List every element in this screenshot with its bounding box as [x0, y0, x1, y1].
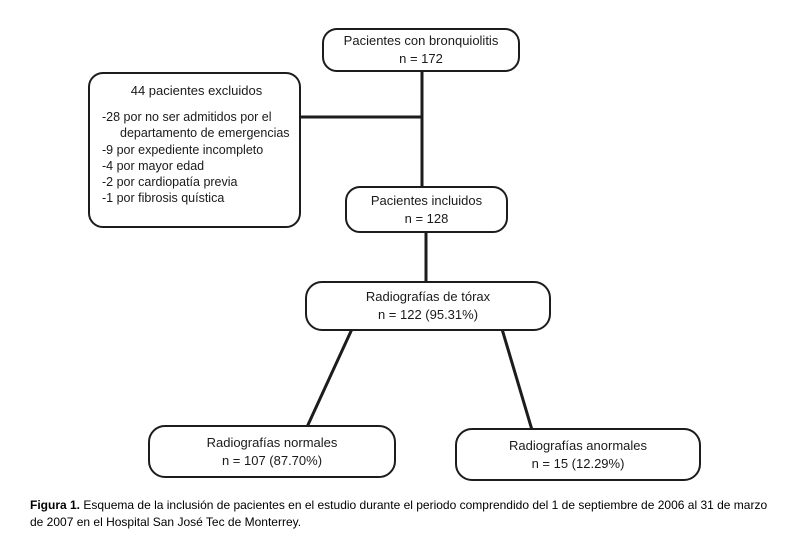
caption-text: Esquema de la inclusión de pacientes en el estudio durante el periodo comprendido del 1 de septiembre de 2006 al 31 de marzo de 2007 en el Hospital San José Tec de Monterrey.: [30, 498, 768, 530]
node-title: Pacientes con bronquiolitis: [343, 33, 499, 49]
node-radiografias-anormales: [455, 428, 701, 481]
node-value: n = 172: [399, 51, 443, 66]
connector-xray-to-normal: [307, 329, 352, 427]
excluded-item: -28 por no ser admitidos por el departamento de emergencias: [102, 110, 290, 141]
connector-xray-to-abnormal: [502, 329, 532, 430]
node-title: Radiografías anormales: [508, 437, 648, 453]
node-value: n = 107 (87.70%): [221, 452, 323, 468]
excluded-item: -2 por cardiopatía previa: [102, 175, 238, 189]
node-value: n = 122 (95.31%): [377, 307, 479, 322]
node-title: Radiografías de tórax: [365, 289, 491, 305]
caption-label: Figura 1.: [30, 498, 81, 512]
node-title: Radiografías normales: [206, 434, 338, 450]
node-radiografias-torax: [305, 281, 551, 331]
node-radiografias-normales: [148, 425, 396, 478]
node-pacientes-bronquiolitis: [322, 28, 520, 72]
node-pacientes-excluidos: [88, 72, 301, 228]
node-value: n = 128: [404, 210, 449, 226]
excluded-item: -1 por fibrosis quística: [102, 191, 225, 206]
node-title: Pacientes incluidos: [370, 192, 483, 208]
excluded-item: -4 por mayor edad: [102, 158, 205, 173]
figure-caption: [30, 497, 772, 532]
excluded-title: 44 pacientes excluidos: [130, 83, 263, 98]
excluded-item: -9 por expediente incompleto: [102, 142, 264, 157]
node-pacientes-incluidos: [345, 186, 508, 233]
node-value: n = 15 (12.29%): [531, 455, 625, 471]
